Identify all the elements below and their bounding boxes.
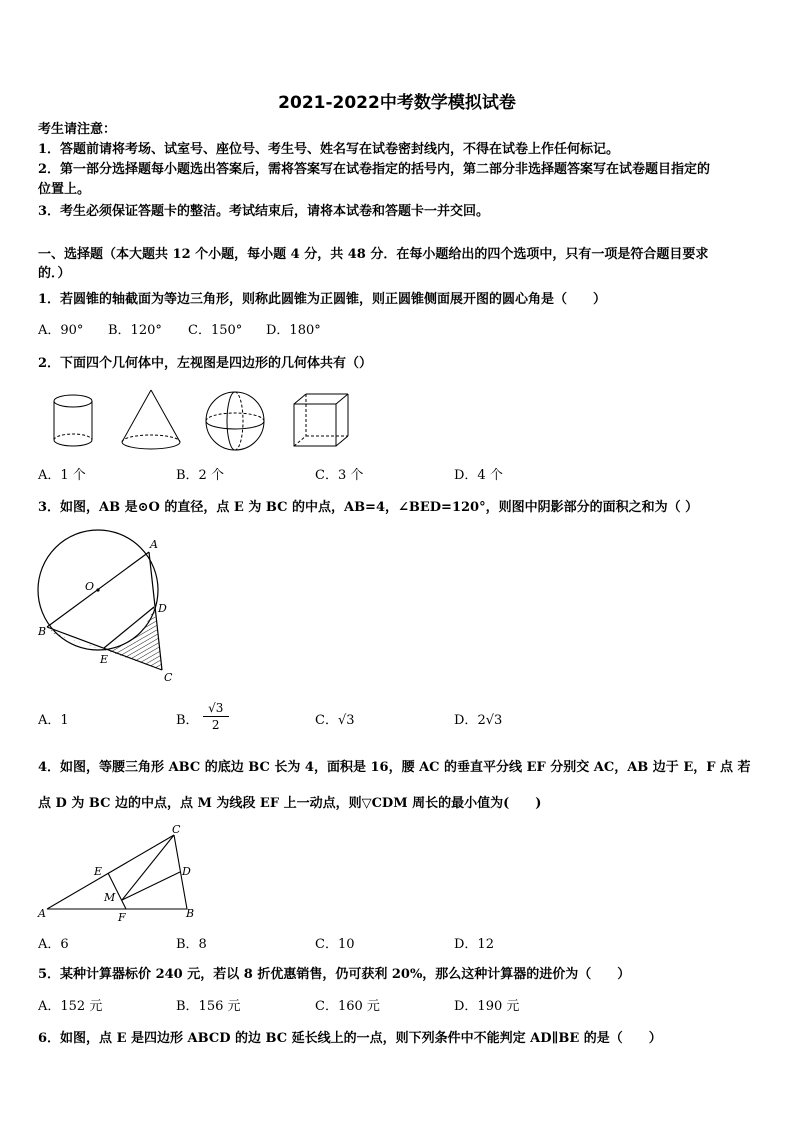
cylinder-icon — [50, 394, 96, 450]
label-f: F — [118, 911, 126, 924]
label-a: A — [38, 907, 46, 920]
label-c: C — [164, 671, 173, 684]
notice-item: 3．考生必须保证答题卡的整洁。考试结束后，请将本试卷和答题卡一并交回。 — [38, 204, 490, 219]
q3-option-d-value: 2√3 — [477, 713, 503, 728]
label-e: E — [94, 865, 103, 878]
q3-option-c-prefix: C． — [315, 713, 338, 728]
label-a: A — [150, 538, 158, 551]
q4-option-b[interactable]: B．8 — [176, 937, 207, 952]
q3-option-c-value: √3 — [337, 713, 355, 728]
notice-item: 1．答题前请将考场、试室号、座位号、考生号、姓名写在试卷密封线内，不得在试卷上作任何标记。 — [38, 142, 620, 157]
q3-option-d-prefix: D． — [454, 713, 478, 728]
q2-option-d[interactable]: D．4 个 — [454, 468, 503, 483]
q4-text-line2: 点 D 为 BC 边的中点，点 M 为线段 EF 上一动点，则▽CDM 周长的最小值为( ) — [38, 796, 542, 811]
q1-option-c[interactable]: C．150° — [188, 323, 243, 338]
q5-option-b[interactable]: B．156 元 — [176, 999, 241, 1014]
q5-option-d[interactable]: D．190 元 — [454, 999, 520, 1014]
cube-icon — [292, 392, 350, 448]
label-d: D — [182, 865, 191, 878]
q2-option-b[interactable]: B．2 个 — [176, 468, 224, 483]
page-title: 2021-2022中考数学模拟试卷 — [278, 93, 516, 113]
fraction-denominator: 2 — [211, 718, 220, 732]
q3-option-c[interactable] — [315, 712, 355, 730]
q5-text: 5．某种计算器标价 240 元，若以 8 折优惠销售，仍可获利 20%，那么这种计算器的进价为（ ） — [38, 967, 631, 982]
q4-option-d[interactable]: D．12 — [454, 937, 494, 952]
q4-option-c[interactable]: C．10 — [315, 937, 355, 952]
q4-text-line1: 4．如图，等腰三角形 ABC 的底边 BC 长为 4，面积是 16，腰 AC 的垂直平分线 EF 分别交 AC，AB 边于 E，F 点 若 — [38, 760, 751, 775]
q3-option-b-prefix: B． — [176, 713, 199, 728]
label-b: B — [38, 625, 47, 638]
fraction — [203, 700, 229, 733]
label-o: O — [85, 580, 95, 593]
q3-option-d[interactable] — [454, 712, 502, 730]
section-heading-line2: 的．） — [38, 266, 71, 281]
notice-heading: 考生请注意： — [38, 122, 117, 137]
q2-text: 2．下面四个几何体中，左视图是四边形的几何体共有（） — [38, 356, 373, 371]
q4-figure — [32, 825, 202, 925]
q1-option-b[interactable]: B．120° — [108, 323, 162, 338]
label-c: C — [172, 823, 181, 836]
fraction-numerator: √3 — [203, 700, 229, 717]
q1-option-d[interactable]: D．180° — [266, 323, 321, 338]
label-m: M — [104, 891, 116, 904]
q3-text: 3．如图，AB 是⊙O 的直径，点 E 为 BC 的中点，AB=4，∠BED=120°，则图中阴影部分的面积之和为（ ） — [38, 500, 699, 515]
label-b: B — [186, 907, 195, 920]
q1-option-a[interactable]: A．90° — [38, 323, 84, 338]
q5-option-a[interactable]: A．152 元 — [38, 999, 103, 1014]
q2-option-a[interactable]: A．1 个 — [38, 468, 86, 483]
notice-item: 2．第一部分选择题每小题选出答案后，需将答案写在试卷指定的括号内，第二部分非选择题答案写在试卷题目指定的 — [38, 162, 711, 177]
q3-figure — [30, 532, 190, 692]
sphere-icon — [204, 390, 266, 452]
label-e: E — [100, 653, 109, 666]
q3-option-b[interactable] — [176, 701, 229, 745]
q2-option-c[interactable]: C．3 个 — [315, 468, 364, 483]
q6-text: 6．如图，点 E 是四边形 ABCD 的边 BC 延长线上的一点，则下列条件中不能判定 AD∥BE 的是（ ） — [38, 1031, 662, 1046]
q1-text: 1．若圆锥的轴截面为等边三角形，则称此圆锥为正圆锥，则正圆锥侧面展开图的圆心角是（ ） — [38, 292, 607, 307]
cone-icon — [118, 388, 184, 452]
q4-option-a[interactable]: A．6 — [38, 937, 69, 952]
q5-option-c[interactable]: C．160 元 — [315, 999, 380, 1014]
q3-option-a[interactable]: A．1 — [38, 713, 69, 728]
notice-item: 位置上。 — [38, 182, 91, 197]
label-d: D — [158, 602, 167, 615]
section-heading-line1: 一、选择题（本大题共 12 个小题，每小题 4 分，共 48 分．在每小题给出的四个选项中，只有一项是符合题目要求 — [38, 247, 709, 262]
